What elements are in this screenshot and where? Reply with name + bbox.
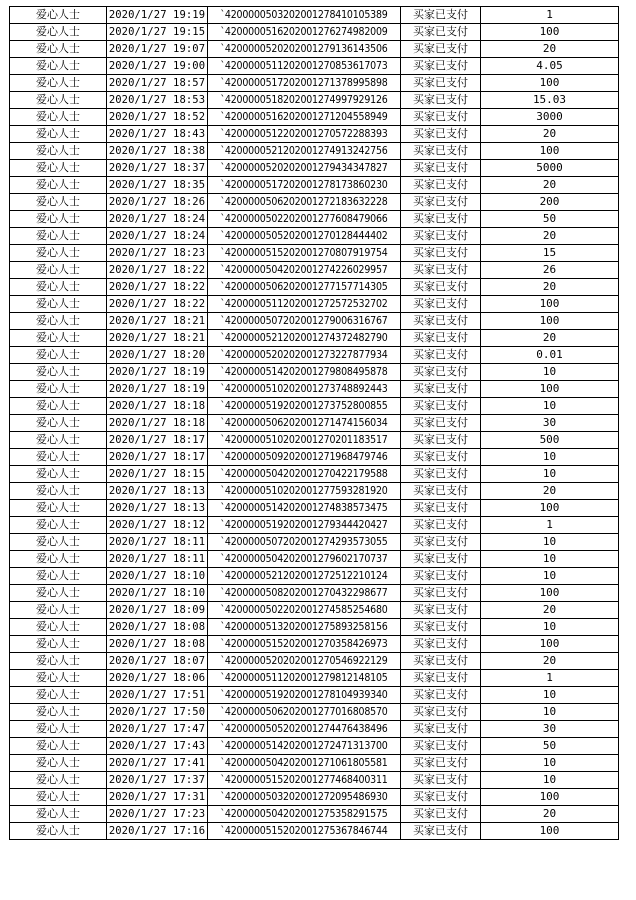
donor-name-cell: 爱心人士 [10,653,107,670]
donor-name-cell: 爱心人士 [10,262,107,279]
order-number-cell: `4200000512202001270572288393 [208,126,401,143]
table-row [10,330,619,347]
payment-status-cell: 买家已支付 [401,177,481,194]
payment-status-cell: 买家已支付 [401,500,481,517]
table-row [10,211,619,228]
donor-name-cell: 爱心人士 [10,585,107,602]
amount-cell: 100 [481,75,619,92]
order-number-cell: `4200000510202001270201183517 [208,432,401,449]
table-row [10,364,619,381]
table-row [10,177,619,194]
order-number-cell: `4200000520202001270546922129 [208,653,401,670]
amount-cell: 10 [481,619,619,636]
amount-cell: 50 [481,738,619,755]
payment-status-cell: 买家已支付 [401,109,481,126]
payment-time-cell: 2020/1/27 18:17 [107,432,208,449]
payment-time-cell: 2020/1/27 18:22 [107,279,208,296]
payment-time-cell: 2020/1/27 18:13 [107,500,208,517]
table-row [10,602,619,619]
amount-cell: 20 [481,279,619,296]
order-number-cell: `4200000510202001277593281920 [208,483,401,500]
amount-cell: 20 [481,41,619,58]
payment-time-cell: 2020/1/27 18:43 [107,126,208,143]
donor-name-cell: 爱心人士 [10,92,107,109]
amount-cell: 10 [481,551,619,568]
order-number-cell: `4200000520202001279434347827 [208,160,401,177]
order-number-cell: `4200000514202001279808495878 [208,364,401,381]
order-number-cell: `4200000504202001275358291575 [208,806,401,823]
payment-status-cell: 买家已支付 [401,789,481,806]
donor-name-cell: 爱心人士 [10,670,107,687]
table-row [10,75,619,92]
payment-time-cell: 2020/1/27 18:15 [107,466,208,483]
payment-status-cell: 买家已支付 [401,738,481,755]
order-number-cell: `4200000503202001272095486930 [208,789,401,806]
payment-time-cell: 2020/1/27 18:22 [107,262,208,279]
amount-cell: 500 [481,432,619,449]
table-row [10,194,619,211]
donor-name-cell: 爱心人士 [10,602,107,619]
payment-status-cell: 买家已支付 [401,245,481,262]
donor-name-cell: 爱心人士 [10,24,107,41]
table-row [10,551,619,568]
payment-status-cell: 买家已支付 [401,415,481,432]
payment-status-cell: 买家已支付 [401,687,481,704]
payment-status-cell: 买家已支付 [401,517,481,534]
payment-status-cell: 买家已支付 [401,432,481,449]
order-number-cell: `4200000508202001270432298677 [208,585,401,602]
payment-status-cell: 买家已支付 [401,160,481,177]
donor-name-cell: 爱心人士 [10,432,107,449]
order-number-cell: `4200000502202001274585254680 [208,602,401,619]
payment-status-cell: 买家已支付 [401,330,481,347]
payment-status-cell: 买家已支付 [401,806,481,823]
payment-time-cell: 2020/1/27 18:10 [107,585,208,602]
payment-time-cell: 2020/1/27 18:18 [107,398,208,415]
amount-cell: 20 [481,483,619,500]
order-number-cell: `4200000521202001274372482790 [208,330,401,347]
table-row [10,415,619,432]
donor-name-cell: 爱心人士 [10,126,107,143]
payment-status-cell: 买家已支付 [401,347,481,364]
donor-name-cell: 爱心人士 [10,551,107,568]
donor-name-cell: 爱心人士 [10,143,107,160]
amount-cell: 100 [481,313,619,330]
payment-status-cell: 买家已支付 [401,41,481,58]
donor-name-cell: 爱心人士 [10,721,107,738]
payment-time-cell: 2020/1/27 19:00 [107,58,208,75]
amount-cell: 100 [481,381,619,398]
payment-time-cell: 2020/1/27 18:57 [107,75,208,92]
donor-name-cell: 爱心人士 [10,75,107,92]
donor-name-cell: 爱心人士 [10,704,107,721]
payment-status-cell: 买家已支付 [401,466,481,483]
payment-time-cell: 2020/1/27 18:11 [107,534,208,551]
payment-time-cell: 2020/1/27 18:23 [107,245,208,262]
payment-status-cell: 买家已支付 [401,398,481,415]
amount-cell: 100 [481,789,619,806]
payment-status-cell: 买家已支付 [401,704,481,721]
order-number-cell: `4200000515202001270807919754 [208,245,401,262]
donor-name-cell: 爱心人士 [10,755,107,772]
payment-time-cell: 2020/1/27 18:08 [107,619,208,636]
donor-name-cell: 爱心人士 [10,245,107,262]
order-number-cell: `4200000516202001271204558949 [208,109,401,126]
payment-time-cell: 2020/1/27 17:16 [107,823,208,840]
table-row [10,772,619,789]
donor-name-cell: 爱心人士 [10,177,107,194]
table-row [10,619,619,636]
amount-cell: 10 [481,466,619,483]
table-row [10,823,619,840]
payment-status-cell: 买家已支付 [401,619,481,636]
donor-name-cell: 爱心人士 [10,41,107,58]
table-row [10,483,619,500]
table-row [10,585,619,602]
table-row [10,398,619,415]
payment-status-cell: 买家已支付 [401,653,481,670]
donor-name-cell: 爱心人士 [10,806,107,823]
amount-cell: 1 [481,7,619,24]
payment-time-cell: 2020/1/27 18:17 [107,449,208,466]
table-row [10,58,619,75]
amount-cell: 100 [481,636,619,653]
order-number-cell: `4200000507202001279006316767 [208,313,401,330]
order-number-cell: `4200000503202001278410105389 [208,7,401,24]
table-row [10,245,619,262]
donor-name-cell: 爱心人士 [10,449,107,466]
amount-cell: 30 [481,415,619,432]
order-number-cell: `4200000517202001278173860230 [208,177,401,194]
table-row [10,313,619,330]
payment-time-cell: 2020/1/27 18:52 [107,109,208,126]
payment-status-cell: 买家已支付 [401,381,481,398]
payment-time-cell: 2020/1/27 18:37 [107,160,208,177]
amount-cell: 15.03 [481,92,619,109]
donor-name-cell: 爱心人士 [10,109,107,126]
donor-name-cell: 爱心人士 [10,160,107,177]
payment-status-cell: 买家已支付 [401,755,481,772]
donor-name-cell: 爱心人士 [10,313,107,330]
payment-time-cell: 2020/1/27 17:47 [107,721,208,738]
payment-time-cell: 2020/1/27 19:07 [107,41,208,58]
amount-cell: 10 [481,704,619,721]
payment-time-cell: 2020/1/27 18:08 [107,636,208,653]
donor-name-cell: 爱心人士 [10,279,107,296]
payment-time-cell: 2020/1/27 18:26 [107,194,208,211]
amount-cell: 20 [481,602,619,619]
amount-cell: 20 [481,806,619,823]
payment-time-cell: 2020/1/27 18:19 [107,381,208,398]
amount-cell: 100 [481,143,619,160]
order-number-cell: `4200000511202001279812148105 [208,670,401,687]
payment-time-cell: 2020/1/27 17:51 [107,687,208,704]
order-number-cell: `4200000518202001274997929126 [208,92,401,109]
payment-status-cell: 买家已支付 [401,262,481,279]
table-row [10,296,619,313]
table-row [10,738,619,755]
payment-time-cell: 2020/1/27 18:10 [107,568,208,585]
order-number-cell: `4200000515202001275367846744 [208,823,401,840]
payment-time-cell: 2020/1/27 18:07 [107,653,208,670]
table-row [10,500,619,517]
amount-cell: 3000 [481,109,619,126]
amount-cell: 10 [481,449,619,466]
payment-status-cell: 买家已支付 [401,58,481,75]
donor-name-cell: 爱心人士 [10,789,107,806]
payment-time-cell: 2020/1/27 18:18 [107,415,208,432]
table-row [10,687,619,704]
amount-cell: 10 [481,772,619,789]
payment-time-cell: 2020/1/27 18:06 [107,670,208,687]
payment-status-cell: 买家已支付 [401,279,481,296]
donor-name-cell: 爱心人士 [10,347,107,364]
payment-status-cell: 买家已支付 [401,296,481,313]
payment-status-cell: 买家已支付 [401,92,481,109]
table-row [10,41,619,58]
table-row [10,126,619,143]
table-row [10,143,619,160]
amount-cell: 20 [481,228,619,245]
order-number-cell: `4200000517202001271378995898 [208,75,401,92]
table-row [10,653,619,670]
payment-status-cell: 买家已支付 [401,568,481,585]
payment-status-cell: 买家已支付 [401,534,481,551]
donor-name-cell: 爱心人士 [10,738,107,755]
order-number-cell: `4200000506202001277016808570 [208,704,401,721]
order-number-cell: `4200000519202001278104939340 [208,687,401,704]
payment-time-cell: 2020/1/27 17:50 [107,704,208,721]
donor-name-cell: 爱心人士 [10,415,107,432]
payment-time-cell: 2020/1/27 18:13 [107,483,208,500]
table-row [10,755,619,772]
payment-status-cell: 买家已支付 [401,75,481,92]
table-row [10,517,619,534]
order-number-cell: `4200000519202001273752800855 [208,398,401,415]
payment-time-cell: 2020/1/27 19:15 [107,24,208,41]
amount-cell: 20 [481,330,619,347]
order-number-cell: `4200000505202001270128444402 [208,228,401,245]
donor-name-cell: 爱心人士 [10,636,107,653]
payment-time-cell: 2020/1/27 18:24 [107,211,208,228]
donor-name-cell: 爱心人士 [10,823,107,840]
table-row [10,92,619,109]
donor-name-cell: 爱心人士 [10,194,107,211]
payment-status-cell: 买家已支付 [401,670,481,687]
payment-time-cell: 2020/1/27 18:12 [107,517,208,534]
payment-status-cell: 买家已支付 [401,602,481,619]
donor-name-cell: 爱心人士 [10,364,107,381]
payment-status-cell: 买家已支付 [401,483,481,500]
amount-cell: 10 [481,568,619,585]
table-row [10,670,619,687]
donor-name-cell: 爱心人士 [10,7,107,24]
donor-name-cell: 爱心人士 [10,466,107,483]
payment-status-cell: 买家已支付 [401,126,481,143]
order-number-cell: `4200000521202001272512210124 [208,568,401,585]
amount-cell: 10 [481,364,619,381]
amount-cell: 100 [481,823,619,840]
donation-records-table [9,6,619,840]
payment-time-cell: 2020/1/27 17:23 [107,806,208,823]
order-number-cell: `4200000509202001271968479746 [208,449,401,466]
donor-name-cell: 爱心人士 [10,228,107,245]
amount-cell: 200 [481,194,619,211]
table-row [10,7,619,24]
payment-status-cell: 买家已支付 [401,194,481,211]
order-number-cell: `4200000506202001271474156034 [208,415,401,432]
payment-status-cell: 买家已支付 [401,24,481,41]
payment-time-cell: 2020/1/27 17:43 [107,738,208,755]
order-number-cell: `4200000514202001272471313700 [208,738,401,755]
payment-status-cell: 买家已支付 [401,7,481,24]
order-number-cell: `4200000520202001279136143506 [208,41,401,58]
table-row [10,806,619,823]
payment-status-cell: 买家已支付 [401,823,481,840]
order-number-cell: `4200000511202001270853617073 [208,58,401,75]
order-number-cell: `4200000502202001277608479066 [208,211,401,228]
amount-cell: 1 [481,517,619,534]
order-number-cell: `4200000510202001273748892443 [208,381,401,398]
donor-name-cell: 爱心人士 [10,483,107,500]
table-row [10,279,619,296]
payment-status-cell: 买家已支付 [401,772,481,789]
amount-cell: 100 [481,585,619,602]
order-number-cell: `4200000507202001274293573055 [208,534,401,551]
payment-status-cell: 买家已支付 [401,636,481,653]
donor-name-cell: 爱心人士 [10,772,107,789]
amount-cell: 20 [481,177,619,194]
payment-time-cell: 2020/1/27 19:19 [107,7,208,24]
amount-cell: 100 [481,500,619,517]
order-number-cell: `4200000520202001273227877934 [208,347,401,364]
payment-time-cell: 2020/1/27 18:22 [107,296,208,313]
payment-status-cell: 买家已支付 [401,228,481,245]
donor-name-cell: 爱心人士 [10,517,107,534]
table-row [10,109,619,126]
amount-cell: 100 [481,24,619,41]
table-row [10,449,619,466]
order-number-cell: `4200000504202001279602170737 [208,551,401,568]
table-row [10,721,619,738]
donor-name-cell: 爱心人士 [10,398,107,415]
order-number-cell: `4200000506202001272183632228 [208,194,401,211]
payment-status-cell: 买家已支付 [401,211,481,228]
payment-time-cell: 2020/1/27 17:31 [107,789,208,806]
donor-name-cell: 爱心人士 [10,381,107,398]
amount-cell: 20 [481,126,619,143]
payment-time-cell: 2020/1/27 18:38 [107,143,208,160]
table-row [10,24,619,41]
table-row [10,466,619,483]
payment-status-cell: 买家已支付 [401,585,481,602]
amount-cell: 15 [481,245,619,262]
payment-time-cell: 2020/1/27 18:21 [107,330,208,347]
table-row [10,636,619,653]
amount-cell: 10 [481,534,619,551]
donor-name-cell: 爱心人士 [10,330,107,347]
order-number-cell: `4200000504202001271061805581 [208,755,401,772]
order-number-cell: `4200000519202001279344420427 [208,517,401,534]
table-row [10,568,619,585]
amount-cell: 30 [481,721,619,738]
amount-cell: 10 [481,755,619,772]
order-number-cell: `4200000505202001274476438496 [208,721,401,738]
amount-cell: 20 [481,653,619,670]
table-row [10,347,619,364]
amount-cell: 10 [481,687,619,704]
donor-name-cell: 爱心人士 [10,58,107,75]
donor-name-cell: 爱心人士 [10,500,107,517]
amount-cell: 5000 [481,160,619,177]
payment-time-cell: 2020/1/27 18:09 [107,602,208,619]
order-number-cell: `4200000514202001274838573475 [208,500,401,517]
order-number-cell: `4200000515202001277468400311 [208,772,401,789]
table-row [10,534,619,551]
payment-status-cell: 买家已支付 [401,364,481,381]
table-row [10,704,619,721]
payment-time-cell: 2020/1/27 18:24 [107,228,208,245]
order-number-cell: `4200000516202001276274982009 [208,24,401,41]
table-row [10,381,619,398]
table-row [10,789,619,806]
donor-name-cell: 爱心人士 [10,296,107,313]
payment-time-cell: 2020/1/27 18:53 [107,92,208,109]
order-number-cell: `4200000504202001274226029957 [208,262,401,279]
order-number-cell: `4200000515202001270358426973 [208,636,401,653]
table-row [10,160,619,177]
amount-cell: 26 [481,262,619,279]
payment-status-cell: 买家已支付 [401,449,481,466]
donor-name-cell: 爱心人士 [10,568,107,585]
table-row [10,262,619,279]
donation-records-body [10,7,619,840]
order-number-cell: `4200000513202001275893258156 [208,619,401,636]
amount-cell: 1 [481,670,619,687]
payment-status-cell: 买家已支付 [401,313,481,330]
payment-status-cell: 买家已支付 [401,721,481,738]
amount-cell: 100 [481,296,619,313]
donor-name-cell: 爱心人士 [10,211,107,228]
payment-time-cell: 2020/1/27 18:20 [107,347,208,364]
amount-cell: 4.05 [481,58,619,75]
order-number-cell: `4200000504202001270422179588 [208,466,401,483]
amount-cell: 0.01 [481,347,619,364]
amount-cell: 50 [481,211,619,228]
payment-time-cell: 2020/1/27 18:35 [107,177,208,194]
donor-name-cell: 爱心人士 [10,619,107,636]
order-number-cell: `4200000506202001277157714305 [208,279,401,296]
amount-cell: 10 [481,398,619,415]
payment-time-cell: 2020/1/27 18:19 [107,364,208,381]
payment-status-cell: 买家已支付 [401,143,481,160]
payment-time-cell: 2020/1/27 17:37 [107,772,208,789]
order-number-cell: `4200000521202001274913242756 [208,143,401,160]
donor-name-cell: 爱心人士 [10,687,107,704]
payment-status-cell: 买家已支付 [401,551,481,568]
table-row [10,228,619,245]
payment-time-cell: 2020/1/27 18:21 [107,313,208,330]
donor-name-cell: 爱心人士 [10,534,107,551]
order-number-cell: `4200000511202001272572532702 [208,296,401,313]
payment-time-cell: 2020/1/27 17:41 [107,755,208,772]
payment-time-cell: 2020/1/27 18:11 [107,551,208,568]
table-row [10,432,619,449]
